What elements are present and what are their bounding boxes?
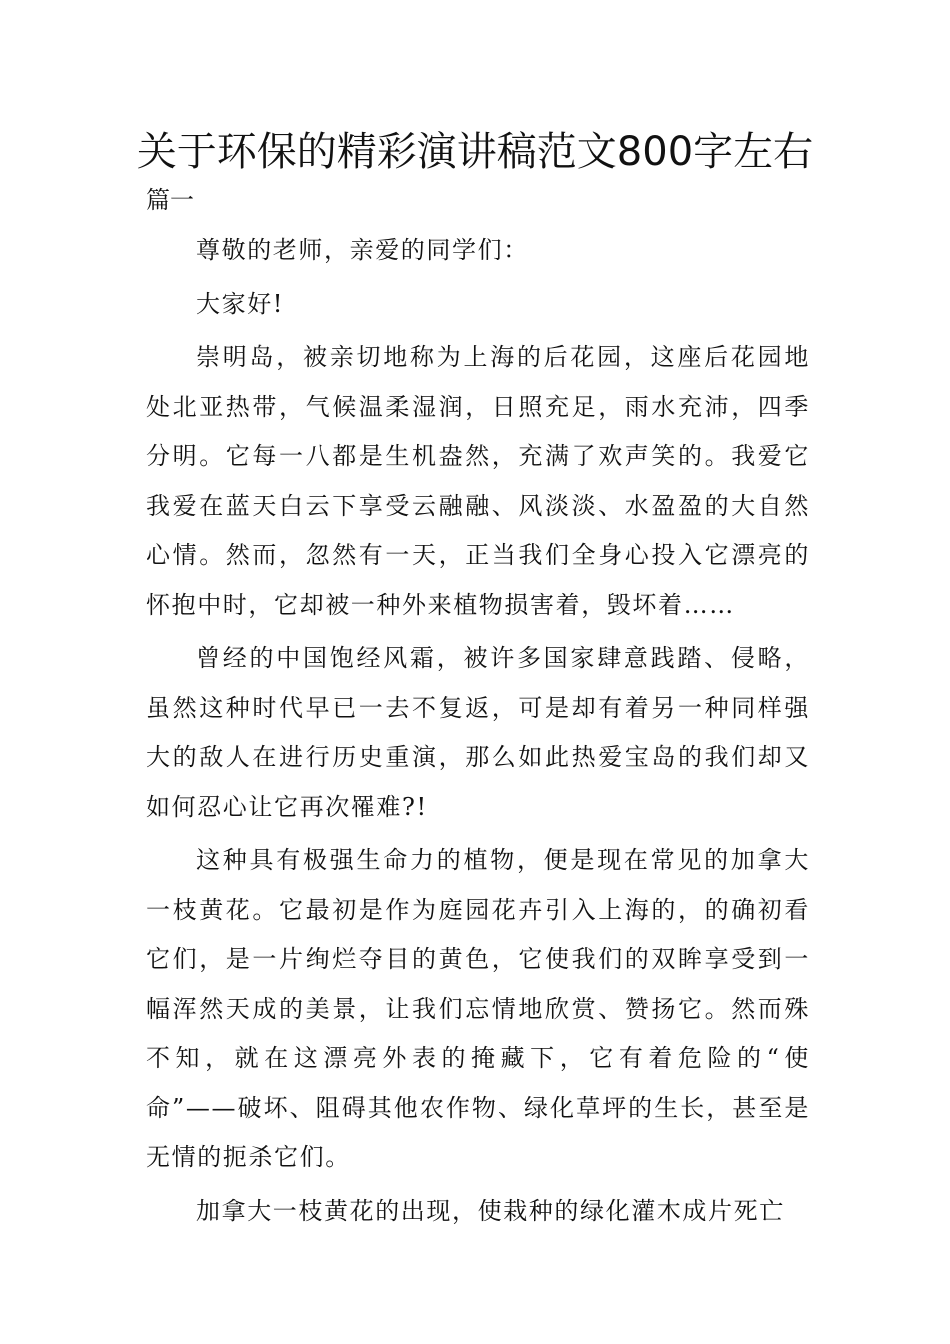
document-title: 关于环保的精彩演讲稿范文800字左右 — [136, 129, 814, 175]
document-body — [146, 226, 810, 1240]
paragraph-greeting: 大家好! — [196, 289, 285, 318]
paragraph: 这种具有极强生命力的植物，便是现在常见的加拿大一枝黄花。它最初是作为庭园花卉引入上海的，的确初看它们，是一片绚烂夺目的黄色，它使我们的双眸享受到一幅浑然天成的美景，让我们忘情地欣赏、赞扬它。然而殊不知，就在这漂亮外表的掩藏下，它有着危险的“使命”——破坏、阻碍其他农作物、绿化草坪的生长，甚至是无情的扼杀它们。 — [146, 846, 810, 1171]
paragraph: 崇明岛，被亲切地称为上海的后花园，这座后花园地处北亚热带，气候温柔湿润，日照充足，雨水充沛，四季分明。它每一八都是生机盎然，充满了欢声笑的。我爱它我爱在蓝天白云下享受云融融、风淡淡、水盈盈的大自然心情。然而，忽然有一天，正当我们全身心投入它漂亮的怀抱中时，它却被一种外来植物损害着，毁坏着…… — [146, 343, 810, 619]
paragraph: 加拿大一枝黄花的出现，使栽种的绿化灌木成片死亡 — [196, 1196, 785, 1225]
section-label: 篇一 — [146, 186, 194, 214]
paragraph-salutation: 尊敬的老师，亲爱的同学们： — [196, 236, 529, 264]
paragraph: 曾经的中国饱经风霜，被许多国家肆意践踏、侵略，虽然这种时代早已一去不复返，可是却有着另一种同样强大的敌人在进行历史重演，那么如此热爱宝岛的我们却又如何忍心让它再次罹难?! — [146, 644, 810, 821]
